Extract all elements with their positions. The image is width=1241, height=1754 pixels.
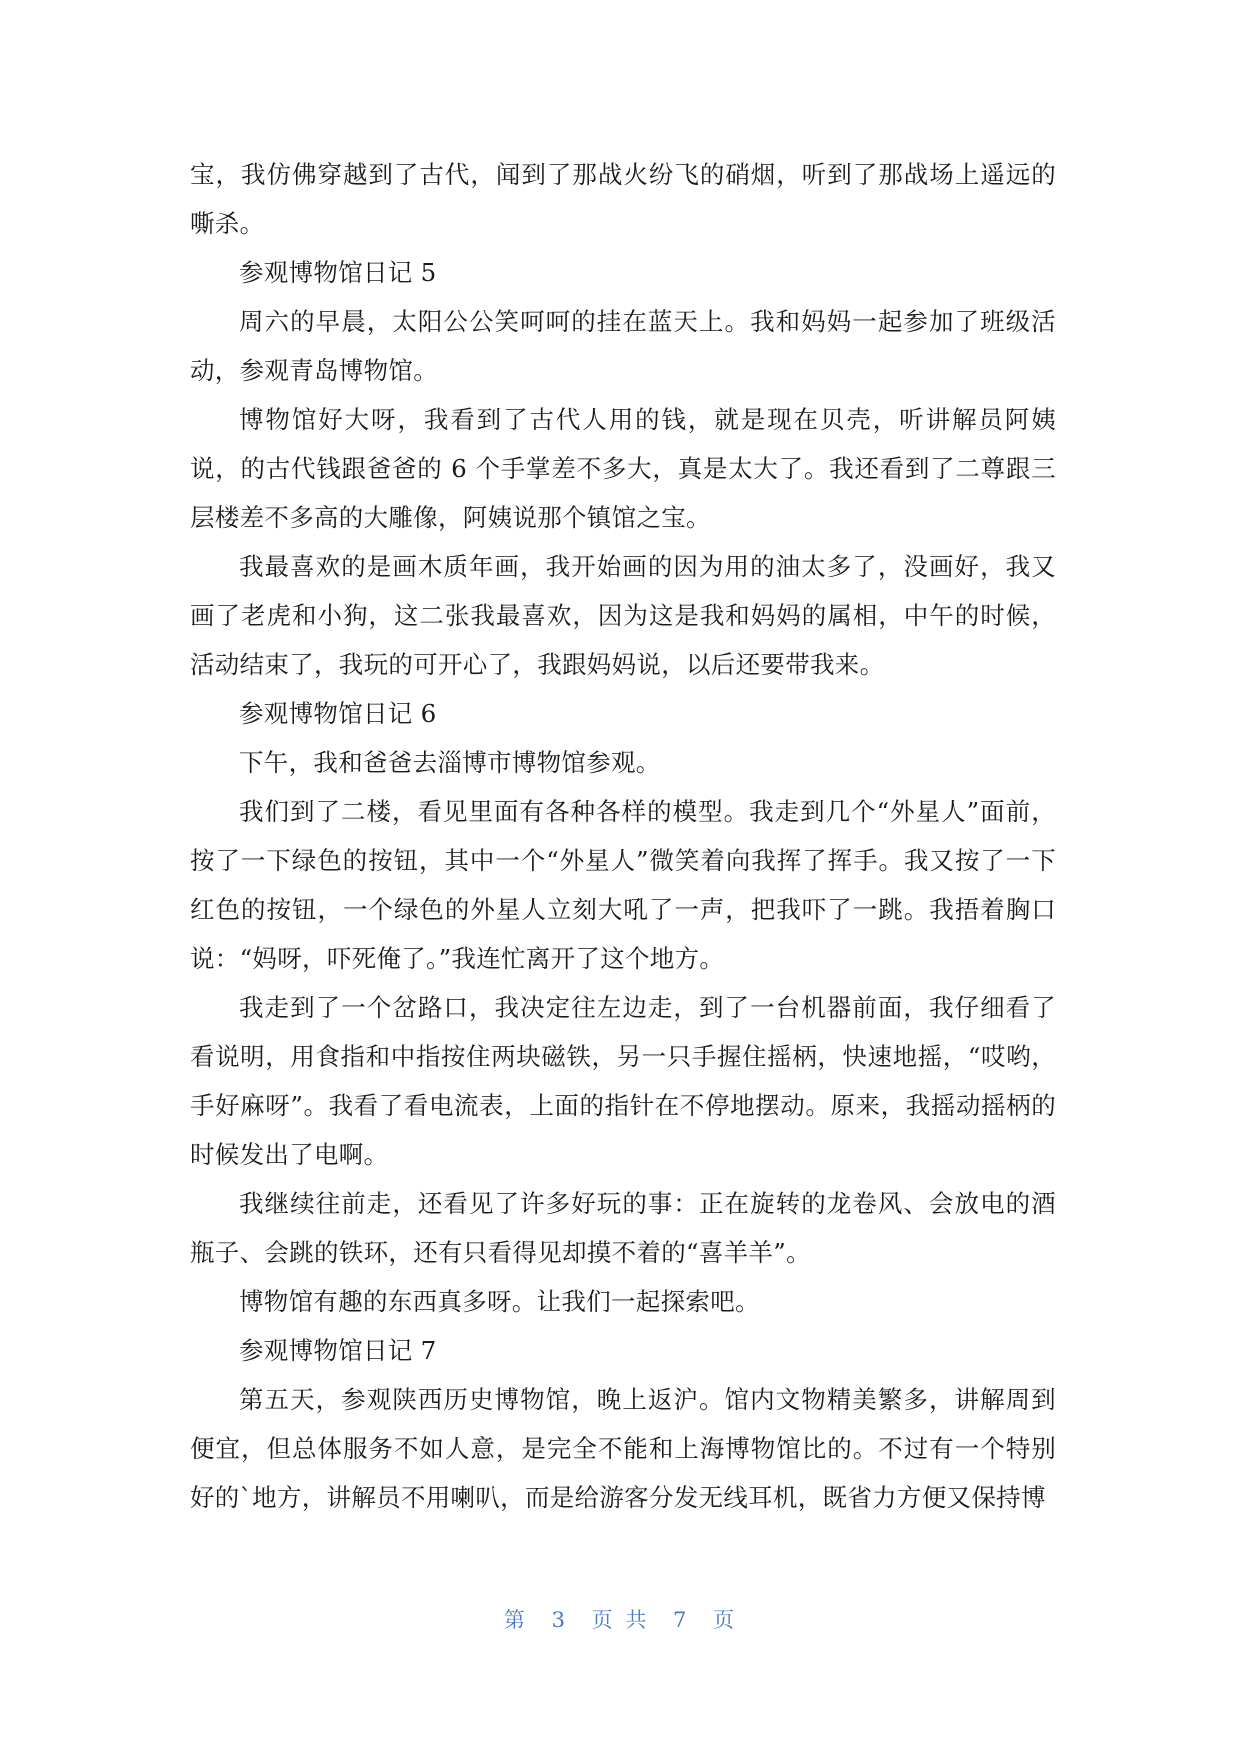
paragraph: 我继续往前走，还看见了许多好玩的事：正在旋转的龙卷风、会放电的酒瓶子、会跳的铁环，还有只看得见却摸不着的“喜羊羊”。 bbox=[190, 1189, 1056, 1267]
paragraph: 我们到了二楼，看见里面有各种各样的模型。我走到几个“外星人”面前，按了一下绿色的按钮，其中一个“外星人”微笑着向我挥了挥手。我又按了一下红色的按钮，一个绿色的外星人立刻大吼了一声，把我吓了一跳。我捂着胸口说：“妈呀，吓死俺了。”我连忙离开了这个地方。 bbox=[190, 797, 1056, 973]
paragraph: 第五天，参观陕西历史博物馆，晚上返沪。馆内文物精美繁多，讲解周到便宜，但总体服务不如人意，是完全不能和上海博物馆比的。不过有一个特别好的`地方，讲解员不用喇叭，而是给游客分发无线耳机，既省力方便又保持博 bbox=[190, 1385, 1056, 1512]
footer-suffix: 页 bbox=[713, 1608, 738, 1632]
footer-prefix: 第 bbox=[503, 1608, 528, 1632]
paragraph: 下午，我和爸爸去淄博市博物馆参观。 bbox=[239, 748, 661, 777]
footer-total-pages: 7 bbox=[673, 1608, 690, 1632]
paragraph: 周六的早晨，太阳公公笑呵呵的挂在蓝天上。我和妈妈一起参加了班级活动，参观青岛博物馆。 bbox=[190, 307, 1056, 385]
document-body bbox=[190, 150, 1056, 1522]
footer-middle: 页 共 bbox=[591, 1608, 650, 1632]
footer-current-page: 3 bbox=[551, 1608, 568, 1632]
paragraph: 博物馆好大呀，我看到了古代人用的钱，就是现在贝壳，听讲解员阿姨说，的古代钱跟爸爸的 6 个手掌差不多大，真是太大了。我还看到了二尊跟三层楼差不多高的大雕像，阿姨说那个镇馆之宝。 bbox=[190, 405, 1056, 532]
paragraph-continuation: 宝，我仿佛穿越到了古代，闻到了那战火纷飞的硝烟，听到了那战场上遥远的嘶杀。 bbox=[190, 160, 1056, 238]
paragraph: 我最喜欢的是画木质年画，我开始画的因为用的油太多了，没画好，我又画了老虎和小狗，这二张我最喜欢，因为这是我和妈妈的属相，中午的时候，活动结束了，我玩的可开心了，我跟妈妈说，以后还要带我来。 bbox=[190, 552, 1056, 679]
paragraph: 我走到了一个岔路口，我决定往左边走，到了一台机器前面，我仔细看了看说明，用食指和中指按住两块磁铁，另一只手握住摇柄，快速地摇，“哎哟，手好麻呀”。我看了看电流表，上面的指针在不停地摆动。原来，我摇动摇柄的时候发出了电啊。 bbox=[190, 993, 1056, 1169]
page-footer bbox=[0, 1604, 1241, 1634]
paragraph: 博物馆有趣的东西真多呀。让我们一起探索吧。 bbox=[239, 1287, 760, 1316]
section-heading-5: 参观博物馆日记 5 bbox=[239, 258, 437, 287]
section-heading-7: 参观博物馆日记 7 bbox=[239, 1336, 437, 1365]
section-heading-6: 参观博物馆日记 6 bbox=[239, 699, 437, 728]
